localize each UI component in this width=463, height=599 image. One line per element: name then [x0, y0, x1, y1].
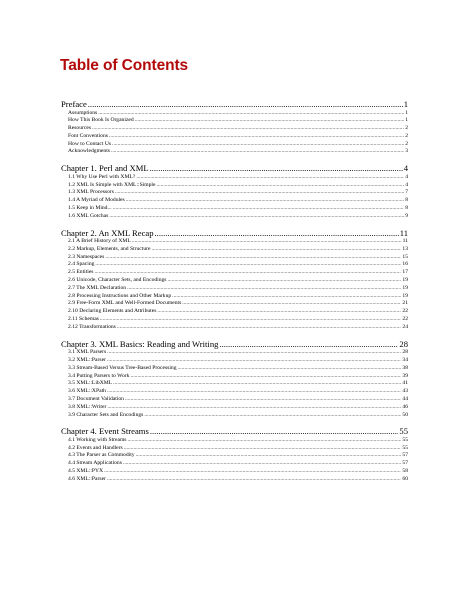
toc-page-number: 38 [402, 364, 408, 371]
toc-page-number: 9 [405, 212, 408, 219]
dot-leader [88, 99, 403, 110]
toc-entry-title: Preface [61, 99, 87, 109]
toc-page-number: 57 [402, 452, 408, 459]
toc-entry-title: How This Book Is Organized [68, 117, 134, 124]
toc-page-number: 8 [405, 197, 408, 204]
toc-page-number: 2 [405, 140, 408, 147]
dot-leader [113, 205, 405, 213]
toc-entry-title: Assumptions [68, 109, 98, 116]
dot-leader [107, 404, 401, 412]
toc-entry-title: 2.2 Markup, Elements, and Structure [68, 245, 151, 252]
dot-leader [107, 357, 401, 365]
dot-leader [123, 460, 401, 468]
toc-section-entry[interactable] [61, 468, 408, 476]
dot-leader [107, 388, 401, 396]
dot-leader [113, 380, 401, 388]
dot-leader [117, 324, 402, 332]
toc-section-entry[interactable] [61, 182, 408, 190]
toc-page-number: 1 [405, 117, 408, 124]
toc-page-number: 2 [405, 132, 408, 139]
toc-section-entry[interactable] [61, 388, 408, 396]
dot-leader [124, 445, 402, 453]
toc-entry-title: 3.2 XML::Parser [68, 356, 106, 363]
dot-leader [178, 365, 402, 373]
page-title: Table of Contents [60, 57, 189, 74]
toc-page-number: 44 [402, 395, 408, 402]
toc-page-number: 50 [402, 411, 408, 418]
toc-entry-title: 2.6 Unicode, Character Sets, and Encodings [68, 277, 167, 284]
toc-entry-title: 3.1 XML Parsers [68, 349, 107, 356]
dot-leader [111, 148, 404, 156]
toc-entry-title: How to Contact Us [68, 140, 112, 147]
toc-page-number: 4 [405, 173, 408, 180]
toc-section-entry[interactable] [61, 404, 408, 412]
dot-leader [100, 316, 402, 324]
toc-section-entry[interactable] [61, 293, 408, 301]
toc-entry-title: 1.3 XML Processors [68, 189, 114, 196]
toc-section-entry[interactable] [61, 412, 408, 420]
toc-entry-title: 2.10 Declaring Elements and Attributes [68, 308, 157, 315]
toc-entry-title: 2.3 Namespaces [68, 253, 105, 260]
toc-chapter-entry[interactable] [61, 426, 408, 437]
toc-entry-title: 4.2 Events and Handlers [68, 444, 123, 451]
dot-leader [155, 228, 399, 239]
toc-entry-title: 2.5 Entities [68, 269, 94, 276]
dot-leader [136, 174, 404, 182]
toc-entry-title: 3.4 Putting Parsers to Work [68, 372, 130, 379]
dot-leader [98, 110, 404, 118]
toc-section-entry[interactable] [61, 189, 408, 197]
toc-entry-title: 4.4 Stream Applications [68, 460, 122, 467]
toc-page-number: 21 [402, 300, 408, 307]
toc-page-number: 2 [405, 125, 408, 132]
toc-page-number: 16 [402, 261, 408, 268]
toc-entry-title: Chapter 2. An XML Recap [61, 227, 154, 238]
toc-section-entry[interactable] [61, 357, 408, 365]
toc-page-number: 60 [402, 475, 408, 482]
toc-entry-title: 3.3 Stream-Based Versus Tree-Based Processing [68, 364, 177, 371]
dot-leader [144, 412, 401, 420]
dot-leader [130, 373, 401, 381]
toc-section-entry[interactable] [61, 125, 408, 133]
toc-page-number: 55 [402, 444, 408, 451]
toc-page-number: 34 [402, 356, 408, 363]
toc-section-entry[interactable] [61, 141, 408, 149]
toc-section-entry[interactable] [61, 373, 408, 381]
toc-entry-title: 3.8 XML::Writer [68, 403, 107, 410]
dot-leader [109, 213, 404, 221]
dot-leader [107, 476, 401, 484]
toc-entry-title: 2.8 Processing Instructions and Other Markup [68, 292, 172, 299]
dot-leader [150, 426, 399, 437]
toc-entry-title: Font Conventions [68, 132, 108, 139]
toc-page-number: 43 [402, 388, 408, 395]
dot-leader [172, 293, 401, 301]
toc-page-number: 22 [402, 308, 408, 315]
toc-page-number: 55 [402, 436, 408, 443]
dot-leader [95, 261, 401, 269]
toc-entry-title: Chapter 1. Perl and XML [61, 163, 149, 174]
toc-page-number: 1 [405, 109, 408, 116]
dot-leader [126, 197, 404, 205]
dot-leader [92, 125, 404, 133]
toc-page-number: 15 [402, 253, 408, 260]
toc-section-entry[interactable] [61, 174, 408, 182]
toc-entry-title: 2.7 The XML Declaration [68, 284, 127, 291]
dot-leader [128, 437, 402, 445]
toc-page-number: 11 [399, 227, 408, 238]
toc-entry-title: 1.1 Why Use Perl with XML? [68, 173, 136, 180]
dot-leader [109, 133, 404, 141]
dot-leader [132, 238, 402, 246]
toc-page-number: 39 [402, 372, 408, 379]
toc-entry-title: 1.4 A Myriad of Modules [68, 197, 125, 204]
toc-section-entry[interactable] [61, 476, 408, 484]
dot-leader [127, 285, 401, 293]
toc-page-number: 19 [402, 284, 408, 291]
toc-section-entry[interactable] [61, 349, 408, 357]
toc-chapter-entry[interactable] [61, 163, 408, 174]
dot-leader [115, 189, 404, 197]
toc-page-number: 19 [402, 277, 408, 284]
toc-chapter-entry[interactable] [61, 99, 408, 110]
toc-page-number: 4 [403, 163, 408, 174]
toc-page-number: 46 [402, 403, 408, 410]
toc-page-number: 4 [405, 181, 408, 188]
toc-section-entry[interactable] [61, 396, 408, 404]
toc-section-entry[interactable] [61, 117, 408, 125]
toc-section-entry[interactable] [61, 316, 408, 324]
toc-entry-title: 3.7 Document Validation [68, 395, 124, 402]
toc-entry-title: 2.9 Free-Form XML and Well-Formed Documents [68, 300, 182, 307]
toc-entry-title: 3.5 XML::LibXML [68, 380, 113, 387]
toc-page-number: 28 [399, 338, 408, 349]
toc-page-number: 3 [405, 148, 408, 155]
toc-page-number: 55 [399, 426, 408, 437]
toc-section-entry[interactable] [61, 285, 408, 293]
toc-section-entry[interactable] [61, 197, 408, 205]
toc-entry-title: 3.9 Character Sets and Encodings [68, 411, 144, 418]
toc-section-entry[interactable] [61, 246, 408, 254]
table-of-contents [61, 99, 408, 491]
toc-page-number: 13 [402, 245, 408, 252]
dot-leader [125, 396, 401, 404]
toc-entry-title: Resources [68, 125, 91, 132]
toc-section-entry[interactable] [61, 277, 408, 285]
toc-entry-title: 4.1 Working with Streams [68, 436, 127, 443]
toc-section-entry[interactable] [61, 148, 408, 156]
toc-entry-title: 1.5 Keep in Mind... [68, 204, 112, 211]
dot-leader [94, 269, 401, 277]
toc-entry-title: 1.6 XML Gotchas [68, 212, 109, 219]
toc-page-number: 8 [405, 204, 408, 211]
toc-page-number: 28 [402, 349, 408, 356]
toc-entry-title: 2.11 Schemas [68, 316, 99, 323]
toc-chapter [61, 426, 408, 483]
toc-section-entry[interactable] [61, 205, 408, 213]
toc-entry-title: 1.2 XML Is Simple with XML::Simple [68, 181, 156, 188]
toc-chapter [61, 228, 408, 332]
toc-chapter-entry[interactable] [61, 339, 408, 350]
toc-section-entry[interactable] [61, 308, 408, 316]
toc-section-entry[interactable] [61, 213, 408, 221]
toc-entry-title: 2.4 Spacing [68, 261, 95, 268]
toc-entry-title: Acknowledgments [68, 148, 110, 155]
toc-page-number: 1 [403, 99, 408, 109]
toc-entry-title: 4.5 XML::PYX [68, 467, 104, 474]
toc-page-number: 58 [402, 467, 408, 474]
toc-page-number: 22 [402, 316, 408, 323]
toc-entry-title: 2.12 Transformations [68, 323, 116, 330]
dot-leader [105, 254, 401, 262]
toc-entry-title: Chapter 3. XML Basics: Reading and Writing [61, 338, 219, 349]
dot-leader [168, 277, 402, 285]
toc-section-entry[interactable] [61, 254, 408, 262]
toc-section-entry[interactable] [61, 238, 408, 246]
toc-section-entry[interactable] [61, 261, 408, 269]
toc-section-entry[interactable] [61, 365, 408, 373]
toc-section-entry[interactable] [61, 452, 408, 460]
toc-section-entry[interactable] [61, 460, 408, 468]
toc-page-number: 24 [402, 323, 408, 330]
dot-leader [157, 308, 401, 316]
dot-leader [182, 300, 401, 308]
toc-page-number: 57 [402, 460, 408, 467]
toc-entry-title: 2.1 A Brief History of XML [68, 238, 131, 245]
toc-page-number: 7 [405, 189, 408, 196]
toc-section-entry[interactable] [61, 133, 408, 141]
toc-chapter [61, 163, 408, 220]
dot-leader [156, 182, 404, 190]
toc-entry-title: 3.6 XML::XPath [68, 388, 106, 395]
toc-entry-title: Chapter 4. Event Streams [61, 426, 149, 437]
dot-leader [112, 141, 404, 149]
toc-entry-title: 4.3 The Parser as Commodity [68, 452, 135, 459]
toc-section-entry[interactable] [61, 445, 408, 453]
toc-chapter-entry[interactable] [61, 228, 408, 239]
toc-section-entry[interactable] [61, 380, 408, 388]
toc-chapter [61, 339, 408, 420]
toc-section-entry[interactable] [61, 300, 408, 308]
toc-chapter [61, 99, 408, 156]
toc-page-number: 17 [402, 269, 408, 276]
toc-section-entry[interactable] [61, 324, 408, 332]
dot-leader [152, 246, 402, 254]
toc-page-number: 11 [402, 238, 408, 245]
toc-section-entry[interactable] [61, 437, 408, 445]
toc-section-entry[interactable] [61, 110, 408, 118]
dot-leader [150, 163, 403, 174]
dot-leader [219, 339, 398, 350]
dot-leader [107, 349, 401, 357]
toc-entry-title: 4.6 XML::Parser [68, 475, 106, 482]
dot-leader [135, 117, 405, 125]
toc-section-entry[interactable] [61, 269, 408, 277]
dot-leader [136, 452, 402, 460]
toc-page-number: 41 [402, 380, 408, 387]
dot-leader [104, 468, 401, 476]
toc-page-number: 19 [402, 292, 408, 299]
